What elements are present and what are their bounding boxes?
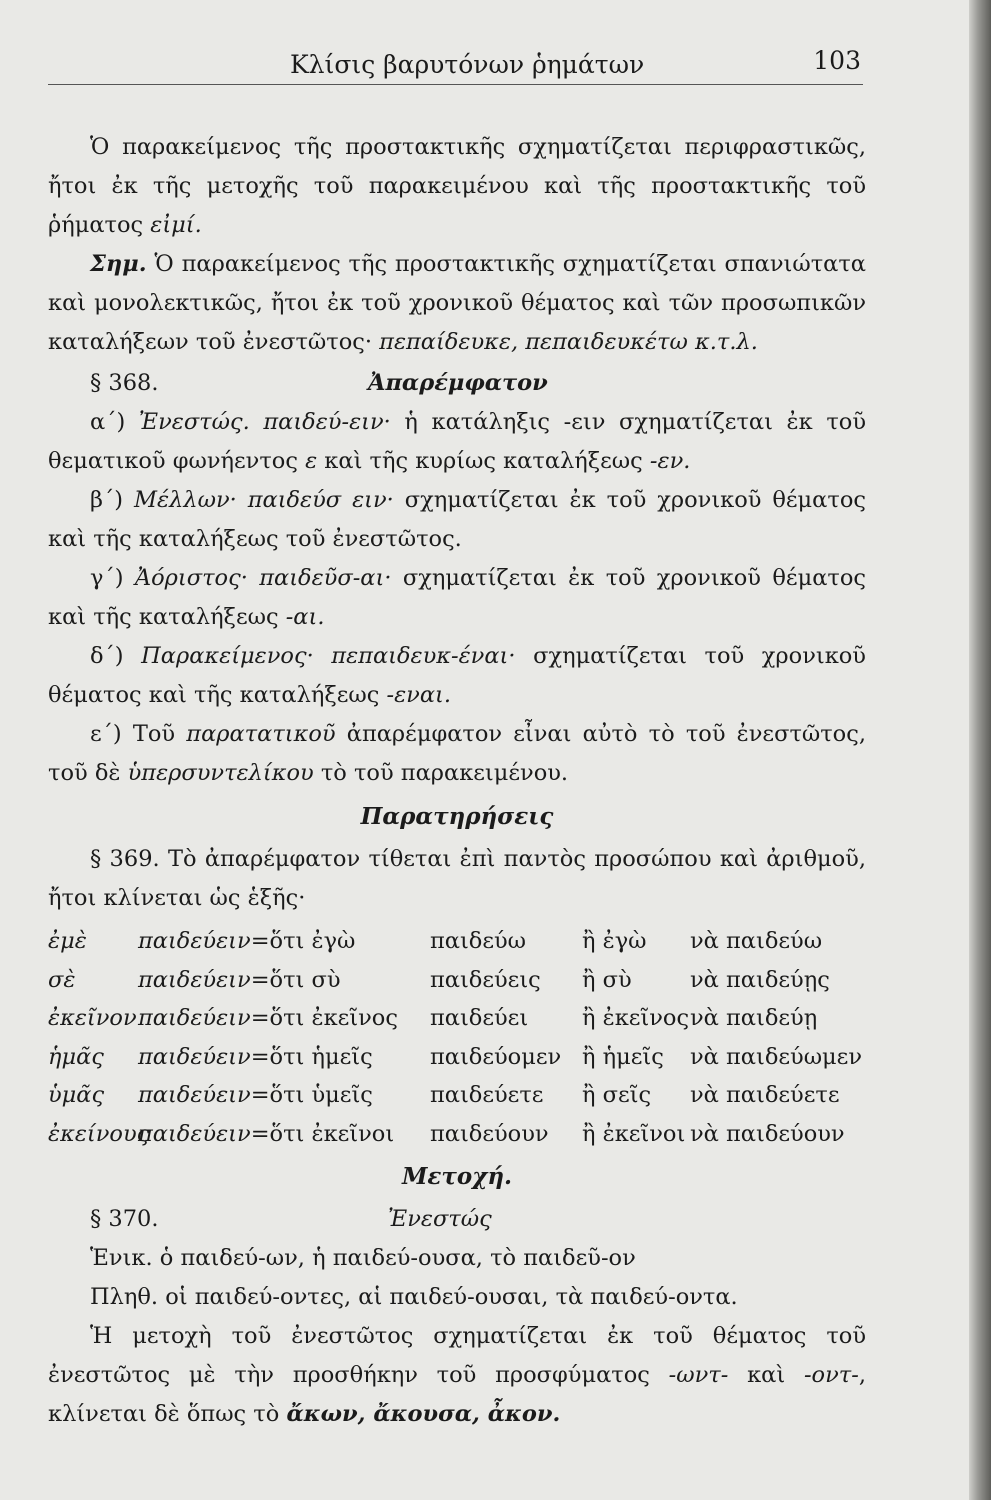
item-mark: α΄) [90,409,139,435]
infinitive: παιδεύειν [138,928,251,954]
infinitive: παιδεύειν [138,1005,251,1031]
infinitive-item-a [48,403,866,481]
infinitive-equation [138,922,430,961]
infinitive-equation [138,1038,430,1077]
item-mark: δ΄) [90,643,142,669]
infinitive-item-b [48,481,866,559]
verb-form: παιδεύω [430,928,527,954]
pronoun: ἡμᾶς [48,1043,104,1070]
page-header [48,40,863,85]
item-term: Μέλλων· παιδεύσ ειν· [133,487,394,513]
item-text2: τὸ τοῦ παρακειμένου. [313,760,569,786]
item-em2: -εν. [649,448,691,474]
pronoun: ἐμὲ [48,928,87,954]
alt-pronoun: ἢ ἐγὼ [582,928,647,954]
infinitive-equation [138,1115,430,1154]
inflection-row [48,961,866,1000]
item-mark: ε΄) Τοῦ [90,721,187,747]
section-number: § 369. [90,846,160,872]
verb-eimi: εἰμί. [150,212,202,238]
section-number: § 368. [90,370,159,396]
page-edge [969,0,991,1500]
inflection-row [48,999,866,1038]
item-term2: ὑπερσυντελίκου [127,760,314,786]
inflection-table [48,922,866,1153]
verb-form: παιδεύει [430,1005,529,1031]
infinitive: παιδεύειν [138,1082,251,1108]
pronoun: ἐκείνους [48,1120,150,1147]
verb-form: παιδεύετε [430,1082,544,1108]
item-term: Ἐνεστώς. παιδεύ-ειν· [138,409,391,435]
inflection-row [48,1076,866,1115]
alt-pronoun: ἢ σεῖς [582,1082,652,1108]
equivalent: =ὅτι ὑμεῖς [250,1082,373,1108]
alt-pronoun: ἢ ἐκεῖνος [582,1005,690,1031]
alt-pronoun: ἢ ἡμεῖς [582,1043,664,1070]
infinitive-item-c [48,559,866,637]
equivalent: =ὅτι ἐκεῖνοι [250,1120,395,1147]
item-text: ἀπαρέμφατον εἶναι αὐτὸ τὸ τοῦ ἐνεστῶτος, τοῦ δὲ [48,721,866,786]
note-text: Ὁ παρακείμενος τῆς προστακτικῆς σχηματίζεται σπανιώτατα καὶ μονολεκτικῶς, ἤτοι ἐκ τοῦ χρονικοῦ θέματος καὶ τῶν προσωπικῶν καταλήξεων τοῦ ἐνεστῶτος· [48,251,866,355]
inflection-row [48,1038,866,1077]
item-text2: καὶ τῆς κυρίως καταλήξεως [317,448,650,474]
alt-form: νὰ παιδεύῃ [690,1005,818,1031]
item-em: ε [305,448,318,474]
paragraph-text: Ἡ μετοχὴ τοῦ ἐνεστῶτος σχηματίζεται ἐκ τοῦ θέματος τοῦ ἐνεστῶτος μὲ τὴν προσθήκην τοῦ προσφύματος [48,1323,866,1388]
equivalent: =ὅτι ἐγὼ [250,928,356,954]
participle-paragraph [48,1317,866,1434]
inflection-row [48,1115,866,1154]
singular-forms: Ἑνικ. ὁ παιδεύ-ων, ἡ παιδεύ-ουσα, τὸ παιδεῦ-ον [90,1245,636,1271]
alt-pronoun: ἢ σὺ [582,966,632,993]
infinitive-equation [138,999,430,1038]
page-body [48,128,866,1434]
plural-forms: Πληθ. οἱ παιδεύ-οντες, αἱ παιδεύ-ουσαι, τὰ παιδεύ-οντα. [90,1284,738,1310]
section-369-paragraph [48,840,866,918]
item-text: σχηματίζεται ἐκ τοῦ χρονικοῦ θέματος καὶ τῆς καταλήξεως [48,565,866,630]
equivalent: =ὅτι ἐκεῖνος [250,1005,398,1031]
pronoun: σὲ [48,966,76,993]
paragraph-text: Ὁ παρακείμενος τῆς προστακτικῆς σχηματίζεται περιφραστικῶς, ἤτοι ἐκ τῆς μετοχῆς τοῦ παρακειμένου καὶ τῆς προστακτικῆς τοῦ ῥήματος [48,134,866,238]
verb-form: παιδεύεις [430,966,541,993]
alt-form: νὰ παιδεύῃς [690,966,830,993]
suffix-ont: -οντ- [803,1362,859,1388]
alt-form: νὰ παιδεύωμεν [690,1043,863,1070]
verb-form: παιδεύουν [430,1120,549,1147]
section-370-heading [48,1200,866,1239]
paragraph-imperative-perfect [48,128,866,245]
item-text: ἡ κατάληξις -ειν σχηματίζεται ἐκ τοῦ θεματικοῦ φωνήεντος [48,409,867,474]
participle-heading: Μετοχή. [401,1163,513,1190]
alt-form: νὰ παιδεύουν [690,1120,845,1147]
infinitive-equation [138,1076,430,1115]
tense-label: Ἐνεστώς [388,1206,492,1232]
alt-pronoun: ἢ ἐκεῖνοι [582,1120,686,1147]
paragraph-text: , κλίνεται δὲ ὅπως τὸ [48,1362,866,1427]
item-em: -εναι. [386,682,451,708]
section-text: Τὸ ἀπαρέμφατον τίθεται ἐπὶ παντὸς προσώπου καὶ ἀριθμοῦ, ἤτοι κλίνεται ὡς ἑξῆς· [48,846,866,911]
equivalent: =ὅτι σὺ [250,966,341,993]
item-mark: β΄) [90,487,134,513]
alt-form: νὰ παιδεύω [690,928,823,954]
infinitive-item-d [48,637,866,715]
item-text: σχηματίζεται τοῦ χρονικοῦ θέματος καὶ τῆς καταλήξεως [48,643,866,708]
page-number: 103 [813,46,861,75]
running-title: Κλίσις βαρυτόνων ῥημάτων [290,50,645,79]
infinitive-item-e [48,715,866,793]
note-examples: πεπαίδευκε, πεπαιδευκέτω κ.τ.λ. [379,329,758,355]
pronoun: ὑμᾶς [48,1082,105,1108]
inflection-row [48,922,866,961]
infinitive-equation [138,961,430,1000]
infinitive: παιδεύειν [138,1043,251,1070]
note-paragraph [48,245,866,362]
item-term: Παρακείμενος· πεπαιδευκ-έναι· [141,643,516,669]
note-label: Σημ. [90,251,147,277]
equivalent: =ὅτι ἡμεῖς [250,1043,373,1070]
suffix-ont-long: -ωντ- [668,1362,729,1388]
verb-form: παιδεύομεν [430,1043,562,1070]
item-mark: γ΄) [90,565,135,591]
infinitive: παιδεύειν [138,966,251,993]
section-368-heading [48,364,866,403]
model-forms: ἄκων, ἄκουσα, ἆκον. [286,1401,561,1427]
observations-heading: Παρατηρήσεις [360,803,554,830]
infinitive: παιδεύειν [138,1120,251,1147]
section-title: Ἀπαρέμφατον [368,370,548,396]
item-term: Ἀόριστος· παιδεῦσ-αι· [134,565,392,591]
item-em: -αι. [285,604,325,630]
item-term: παρατατικοῦ [186,721,336,747]
section-number: § 370. [90,1206,159,1232]
pronoun: ἐκεῖνον [48,1005,137,1031]
item-text: σχηματίζεται ἐκ τοῦ χρονικοῦ θέματος καὶ τῆς καταλήξεως τοῦ ἐνεστῶτος. [48,487,866,552]
paragraph-text: καὶ [728,1362,804,1388]
alt-form: νὰ παιδεύετε [690,1082,840,1108]
